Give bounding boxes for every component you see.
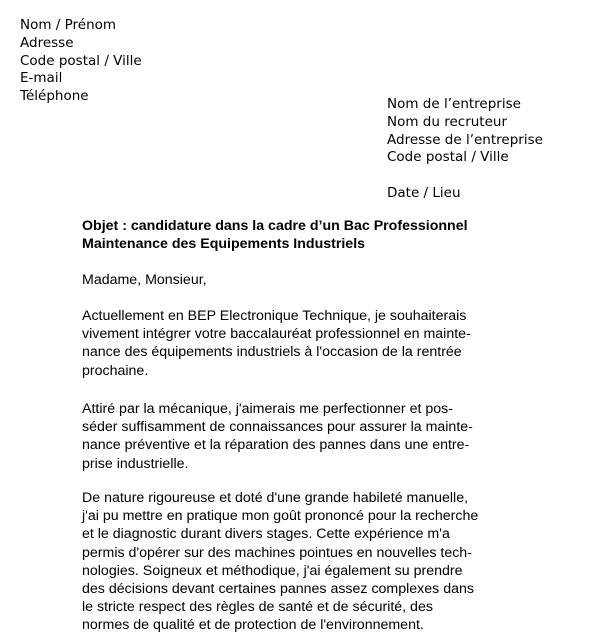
paragraph-line: séder suffisamment de connaissances pour assurer la mainte- <box>82 419 473 436</box>
letter-subject <box>82 217 468 254</box>
recipient-postal-city: Code postal / Ville <box>387 149 509 166</box>
paragraph-line: nance préventive et la réparation des pannes dans une entre- <box>82 437 470 454</box>
sender-phone: Téléphone <box>20 88 89 105</box>
paragraph-line: et le diagnostic durant divers stages. Cette expérience m'a <box>82 526 450 543</box>
sender-postal-city: Code postal / Ville <box>20 52 142 69</box>
subject-line: Objet : candidature dans la cadre d’un Bac Professionnel <box>82 218 468 234</box>
paragraph-line: des décisions devant certaines pannes assez complexes dans <box>82 581 474 598</box>
recipient-recruiter-name: Nom du recruteur <box>387 113 508 130</box>
paragraph-line: nologies. Soigneux et méthodique, j'ai également su prendre <box>82 562 463 579</box>
sender-address: Adresse <box>20 34 74 51</box>
recipient-company-name: Nom de l’entreprise <box>387 96 521 112</box>
paragraph-2 <box>82 400 473 473</box>
subject-line: Maintenance des Equipements Industriels <box>82 236 366 253</box>
recipient-block <box>387 96 543 203</box>
paragraph-line: permis d'opérer sur des machines pointues en nouvelles tech- <box>82 544 472 561</box>
paragraph-line: prochaine. <box>82 362 149 379</box>
sender-block <box>20 17 142 106</box>
salutation: Madame, Monsieur, <box>82 272 207 288</box>
recipient-company-address: Adresse de l’entreprise <box>387 131 543 148</box>
sender-name: Nom / Prénom <box>20 17 117 33</box>
paragraph-line: prise industrielle. <box>82 455 189 472</box>
paragraph-line: nance des équipements industriels à l'occasion de la rentrée <box>82 344 462 361</box>
paragraph-line: Attiré par la mécanique, j'aimerais me perfectionner et pos- <box>82 401 453 417</box>
paragraph-line: vivement intégrer votre baccalauréat professionnel en mainte- <box>82 326 471 343</box>
paragraph-line: le stricte respect des règles de santé et de sécurité, des <box>82 599 433 616</box>
paragraph-line: normes de qualité et de protection de l'environnement. <box>82 617 424 634</box>
paragraph-line: j'ai pu mettre en pratique mon goût prononcé pour la recherche <box>82 508 479 525</box>
date-place: Date / Lieu <box>387 185 461 202</box>
paragraph-3 <box>82 489 478 635</box>
paragraph-1 <box>82 307 471 380</box>
paragraph-line: Actuellement en BEP Electronique Technique, je souhaiterais <box>82 308 467 324</box>
paragraph-line: De nature rigoureuse et doté d'une grande habileté manuelle, <box>82 490 469 506</box>
sender-email: E-mail <box>20 70 63 87</box>
